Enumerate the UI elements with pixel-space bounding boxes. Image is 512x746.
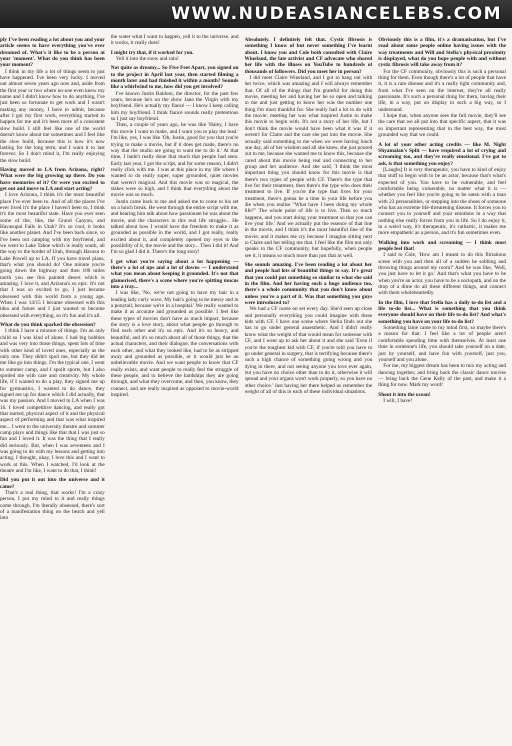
interview-question: She sounds amazing. I've been reading a lot about her and people had lots of beautiful things to say. It's great that you could put something so similar to what she said in the film. And her having such a huge audience too, there's a whole community that you don't know about unless you're a part of it. Was that something you guys were introduced to?	[244, 262, 373, 307]
interview-answer: the water what I want to happen, yell it to the universe, and it works, it really does!	[110, 34, 239, 47]
interview-answer: [Laughs] It is very therapeutic, you have to kind of enjoy that stuff to begin with to be an actor, because that's what's expected of you. You have to be vulnerable, and feel comfortable being vulnerable, no matter what it is — whether you feel like you're going to be eaten with a man with 23 personalities, or stepping into the shoes of someone who has an extreme life-threatening disease. It forces you to connect you to yourself and your emotions in a way that nothing else really forces from you in life. So I do enjoy it, in a weird way, it's therapeutic, it's cathartic, it makes me more empathetic as a person, and it's fun sometimes even.	[378, 166, 506, 237]
text-column-1	[0, 34, 105, 742]
interview-answer: We had a CF nurse on set every day. She'd seen up close and personally everything you could imagine with these kids with CF. I have one scene where Stella finds out she has to go under general anaesthetic. And I didn't really know what the weight of that would mean for someone with CF, and I went up to ask her about it and she said 'Even if you're the toughest kid with CF, if you're told you have to go under general in surgery, that is terrifying because there's such a high chance of something going wrong and you dying in there, and not seeing anyone you love ever again, but you have no choice other than to do it, otherwise it will spread and your organs won't work properly, so you have no other choice.' Just having her there helped us remember the weight of all of this in each of these individual situations.	[244, 306, 373, 395]
interview-answer: I will, I have!	[383, 397, 413, 404]
interview-question: Not quite as dreamy... So Five Feet Apart, you signed on to the project in April last year, then started filming a month later and had finished it within a month? Sounds like a whirlwind to me, how did you get involved?	[110, 65, 239, 91]
interview-answer: I think I have a mixture of things. I'm an only child so I was kind of alone. I had big hobbies and was very into those things, spent lots of time with other kind of loved ones, especially as the only one. They didn't spoil me, but they did let me like go into things. I'm the typical one, I went to summer camp, and I spoilt sports, but I also spoiled me with care and creativity. My whole life, if I wanted to do a play, they signed me up for gymnastics, I wanted to do dance, they signed me up for dance which I did actually, that was my passion. And I moved to LA when I was 16. I loved competitive dancing, and really got that started, physical aspect of it and the physical aspect of performing and that was what inspired me... I went to the university theatre and summer camp plays and things like that that I was just so fun and I loved it. It was the thing that I really did seriously. But, when I was seventeen and I was going to do with my lessons and getting into acting, I thought, okay, I love this and I want to work at this. When I watched, I'd look at the theatre and I'm like, I want to do that, I think!	[0, 328, 105, 475]
interview-question: ply I've been reading a lot about you and your article seems to have everything you've ever dreamed of. What's it like to be a person at your 'moment'. What do you think has been your moment?	[0, 37, 105, 69]
interview-question: Having moved to LA from Arizona, right? What were the big growing up there. Do you have memories of it? Or were you excited to get out and move to LA and start acting?	[0, 166, 105, 192]
text-column-3	[245, 34, 373, 742]
interview-answer: Then, a couple of years ago, he was like 'Haley, I have this movie I want to make, and I want you to play the lead.' I'm like, yes, I was like 'Oh, Justin, good for you that you're trying to make a movie, but if it does get made, there's no way that the studio are going to want me to do it.' At that time, I hadn't really done that much that people had seen. Early last year, I got the script, and for some reason, I didn't really click with me. I was at this place in my life where I wanted to do really super, super grounded, quiet movies that weren't magical. And this movie was so magical, the stakes were so high, and I think that everything about the movie was so much.	[110, 122, 239, 199]
interview-answer: For the CF community, obviously this is such a personal thing for them. Even though there's a lot of people that have it, it is a rare disease and it's a really tight community and, from what I've seen on the internet, they're all really passionate. It's such a personal thing for them, having their life, in a way, put on display in such a big way, so I understand.	[378, 68, 506, 113]
interview-answer: Justin came back to me and asked me to come to his set on a lunch break. He went through the entire script with me, and hearing him talk about how passionate he was about the movie, and the characters in this real life struggle... He talked about how I would have the freedom to make it as grounded as possible in the world, and I got really, really excited about it, and completely opened my eyes to the possibility of it, the movie and the story... Then I did it! And I'm so glad I did it. There's the long story!	[110, 198, 239, 256]
interview-question: Obviously this is a film, it's a dramatisation, but I've read about some people online having issues with the way treatments and Will and Stella's physical proximity is displayed, what do you hope people with and without cystic fibrosis will take away from it?	[378, 37, 506, 69]
interview-answer: I think in my life a lot of things seem to just have happened. I've been very lucky. I moved out almost seven years ago now and, aside from the first year or two where no-one even knew my name and I didn't know how to do anything, I've just been so fortunate to get work and I wasn't making any money, I have to admit, because after I got my first work, everything started to happen for me and it's been more of a consistent slow build. I still feel like one of the world doesn't know about me sometimes and I feel like the slow build, because this is how it's now lasting for the long term, and I want it to last forever. So I don't mind it, I'm really enjoying the slow build.	[0, 68, 105, 164]
interview-question: In the film, I love that Stella has a daily to-do list and a life to-do list... What is something that you think everyone should have on their life to-do list? And what's something you have on your life to-do list?	[378, 299, 506, 325]
interview-answer: That's a real thing, that works! I'm a crazy person, I put my mind to it and really things come through. I'm literally obsessed, there's sort of a manifestation thing on the beach and yell into	[0, 490, 105, 522]
interview-question: A lot of your other acting credits — like M. Night Shyamalan's Split — have required a lot of crying and screaming too, and they're really emotional. I've got to ask, is that something you enjoy?	[378, 141, 506, 167]
interview-question: I get what you're saying about a lot happening — there's a lot of ups and a lot of downs — I understand what you mean about keeping it grounded. It's not that glamorised, there's a scene where you're spitting mucus into a tray...	[110, 258, 239, 291]
interview-question: What do you think sparked the obsession?	[0, 322, 96, 329]
interview-answer: Yell it into the snow and rain!	[115, 56, 179, 63]
interview-answer: I've known Justin Baldoni, the director, for the past few years, because he's on the show Jane the Virgin with my boyfriend. He's actually my fiancé — I know I keep calling him my boyfriend. I think fiancé sounds really pretentious so I just say boyfriend.	[110, 90, 239, 123]
magazine-page	[0, 28, 512, 746]
interview-answer: I did meet Claire Wineland, and I got to hang out with her twice, which was amazing and I will always remember that. Of all of the things that I'm grateful for doing this movie, meeting her and having her be so open and talking to me and just getting to know her was the number one thing I'm most thankful for. She really had a lot to do with the movie; meeting her was what inspired Justin to make this movie to begin with. It's not a story of her life, but I don't think the movie would have been what it was if it weren't for Claire and the care she put into the movie. She actually said something to me when we were having lunch one day, all of her wisdom and all she knew, she just poured out to me, because she wanted me to know this, because she cared about this movie being real and connecting to her group and her audience. And she said, 'I think the most important thing you should know for this movie is that there's two types of people with CF. There's the type that live for their treatment, then there's the type who does their treatment to live. If you're the type that lives for your treatment, there's gonna be a time in your life before you die when you realise "What have I been doing my whole life?" The whole point of life is to live. Then so much happens, and you start doing your treatment so that you can live your life.' And we actually put the essence of that line in the movie, and I think it's the most beautiful line of the movie, and it makes me cry because I imagine sitting next to Claire and her telling me that. I feel like the film not only speaks to the CF community, but hopefully, when people see it, it means so much more than just that as well.	[244, 75, 373, 259]
interview-answer: I love Arizona, I think it's the most beautiful place I've ever been to. And of all the places I've ever lived it's the place I haven't been to, I think it's the most beautiful state. Have you ever seen some of the, like, the Grand Canyon, and Havasupai Falls in Utah? It's so cool, it looks like another planet. And I've been back since, so I've been out camping with my boyfriend, and we went to Lake Tahoe which is really south, all the way to the border of Utah, through Havasu to Lake Powell up to LA. If you have travel plans, that's what you should do! One minute you're going down the highway and then 100 miles north you see this painted desert which is amazing. I love it, and Arizona's so epic. It's not that I was so excited to go, I just became obsessed with this world from a young age. When I was 14/15 I became obsessed with this idea and future and I just wanted to become obsessed with everything, so it's fun and it's all.	[0, 192, 105, 319]
interview-question: Did you put it out into the universe and it came?	[0, 477, 105, 490]
interview-question: I might try that, if it worked for you.	[110, 49, 194, 56]
interview-answer: I said to Cole, 'How am I meant to do this flirtatious scene with you and then all of a sudden be sobbing and throwing things around my room?' And he was like, 'Well, you just have to let it go.' And that's what you have to be when you're an actor, you have to be a sociopath, and on the drop of a dime do all these different things, and connect with them wholeheartedly.	[378, 252, 506, 297]
interview-question: Walking into work and screaming — I think most people feel that!	[378, 239, 506, 252]
text-column-2	[111, 34, 239, 742]
interview-answer: Something lame came to my mind first, so maybe there's a reason for that. I feel like a lot of people aren't comfortable spending time with themselves. At least one time in someone's life, you should take yourself on a date, just by yourself, and have fun with yourself, just you, yourself and you alone.	[378, 325, 506, 363]
interview-question: Shout it into the ocean!	[378, 391, 431, 398]
text-column-4	[378, 34, 506, 742]
interview-answer: I was like, 'No, we're not going to have my hair in a leading lady curly wave. My hair's going to be messy and in a ponytail, because we're in a hospital.' We really wanted to make it as accurate and grounded as possible. I feel like these types of movies don't have as much impact, because the story is a love story, about what people go through to find each other and it's so epic. And it's so heavy, and beautiful, and it's so much about all of those things, that the actual characters, and their dialogue, the conversations with each other, and what they looked like, had to be as stripped away and grounded as possible, or it would just be an unbelievable movie. And we want people to know that CF really exists, and want people to really feel the struggle of these people, and to believe the hardships they are going through, and what they overcome, and then, you know, they connect, and are really inspired as opposed to movie-world inspired.	[110, 290, 239, 398]
watermark-banner	[0, 0, 512, 28]
interview-question: Absolutely. I definitely felt that. Cystic fibrosis is something I know of but never something I've learnt about. I know you and Cole both consulted with Claire Wineland, the late activist and CF advocate who shared her life with the illness on YouTube to hundreds of thousands of followers. Did you meet her in person?	[244, 37, 373, 75]
watermark-text: WWW.NUDEASIANCELEBS.COM	[171, 4, 502, 24]
interview-answer: For me, my biggest dream has been to mix my acting and dancing together, and bring back the classic dance movies — bring back the Gene Kelly of the past, and make it a thing for now. Mark my word!	[378, 363, 506, 389]
interview-answer: I hope that, when anyone sees the full movie, they'll see the care that we all put into that specific aspect, that it was so important representing that in the best way, the most grounded way that we could.	[378, 113, 506, 139]
